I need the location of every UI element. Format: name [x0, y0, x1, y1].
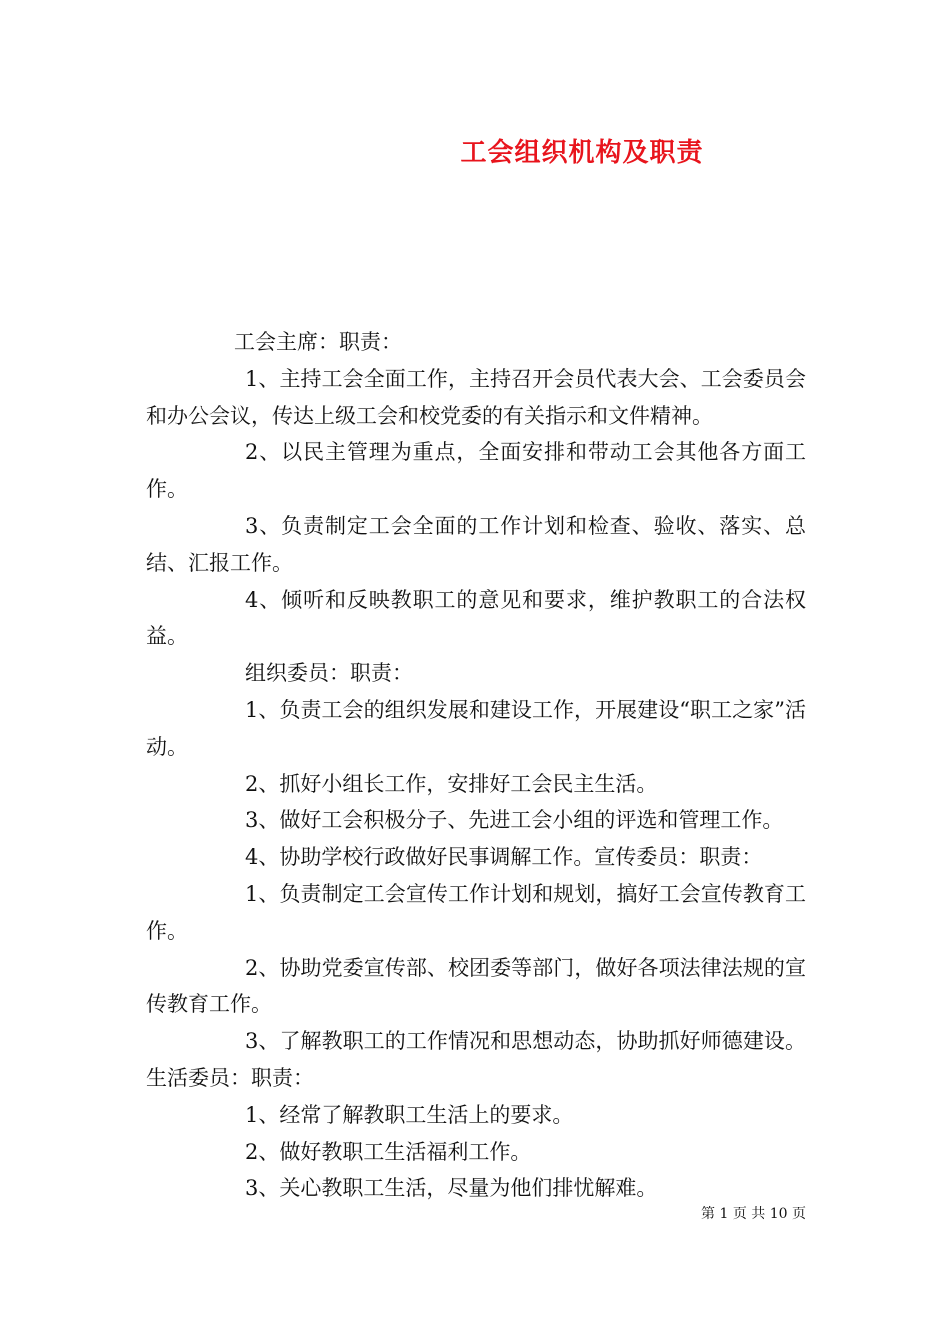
paragraph: 3、了解教职工的工作情况和思想动态，协助抓好师德建设。生活委员：职责： — [146, 1029, 806, 1090]
paragraph: 1、主持工会全面工作，主持召开会员代表大会、工会委员会和办公会议，传达上级工会和校党委的有关指示和文件精神。 — [146, 366, 806, 428]
paragraph: 3、负责制定工会全面的工作计划和检查、验收、落实、总结、汇报工作。 — [146, 513, 806, 575]
paragraph: 2、协助党委宣传部、校团委等部门，做好各项法律法规的宣传教育工作。 — [146, 955, 806, 1017]
paragraph-section-heading: 工会主席：职责： — [234, 330, 402, 354]
paragraph-section-heading: 组织委员：职责： — [245, 661, 413, 686]
paragraph: 4、倾听和反映教职工的意见和要求，维护教职工的合法权益。 — [146, 587, 806, 649]
paragraph: 1、经常了解教职工生活上的要求。 — [245, 1102, 574, 1127]
paragraph: 1、负责工会的组织发展和建设工作，开展建设“职工之家”活动。 — [146, 697, 806, 759]
paragraph: 4、协助学校行政做好民事调解工作。宣传委员：职责： — [245, 845, 763, 870]
paragraph: 3、做好工会积极分子、先进工会小组的评选和管理工作。 — [245, 808, 784, 833]
page-number: 第 1 页 共 10 页 — [701, 1206, 806, 1222]
document-body — [146, 324, 806, 1207]
paragraph: 2、以民主管理为重点，全面安排和带动工会其他各方面工作。 — [146, 440, 806, 502]
paragraph: 1、负责制定工会宣传工作计划和规划，搞好工会宣传教育工作。 — [146, 881, 806, 943]
document-title: 工会组织机构及职责 — [460, 138, 704, 168]
paragraph: 2、抓好小组长工作，安排好工会民主生活。 — [245, 771, 658, 796]
paragraph: 3、关心教职工生活，尽量为他们排忧解难。 — [245, 1176, 658, 1201]
paragraph: 2、做好教职工生活福利工作。 — [245, 1139, 532, 1164]
